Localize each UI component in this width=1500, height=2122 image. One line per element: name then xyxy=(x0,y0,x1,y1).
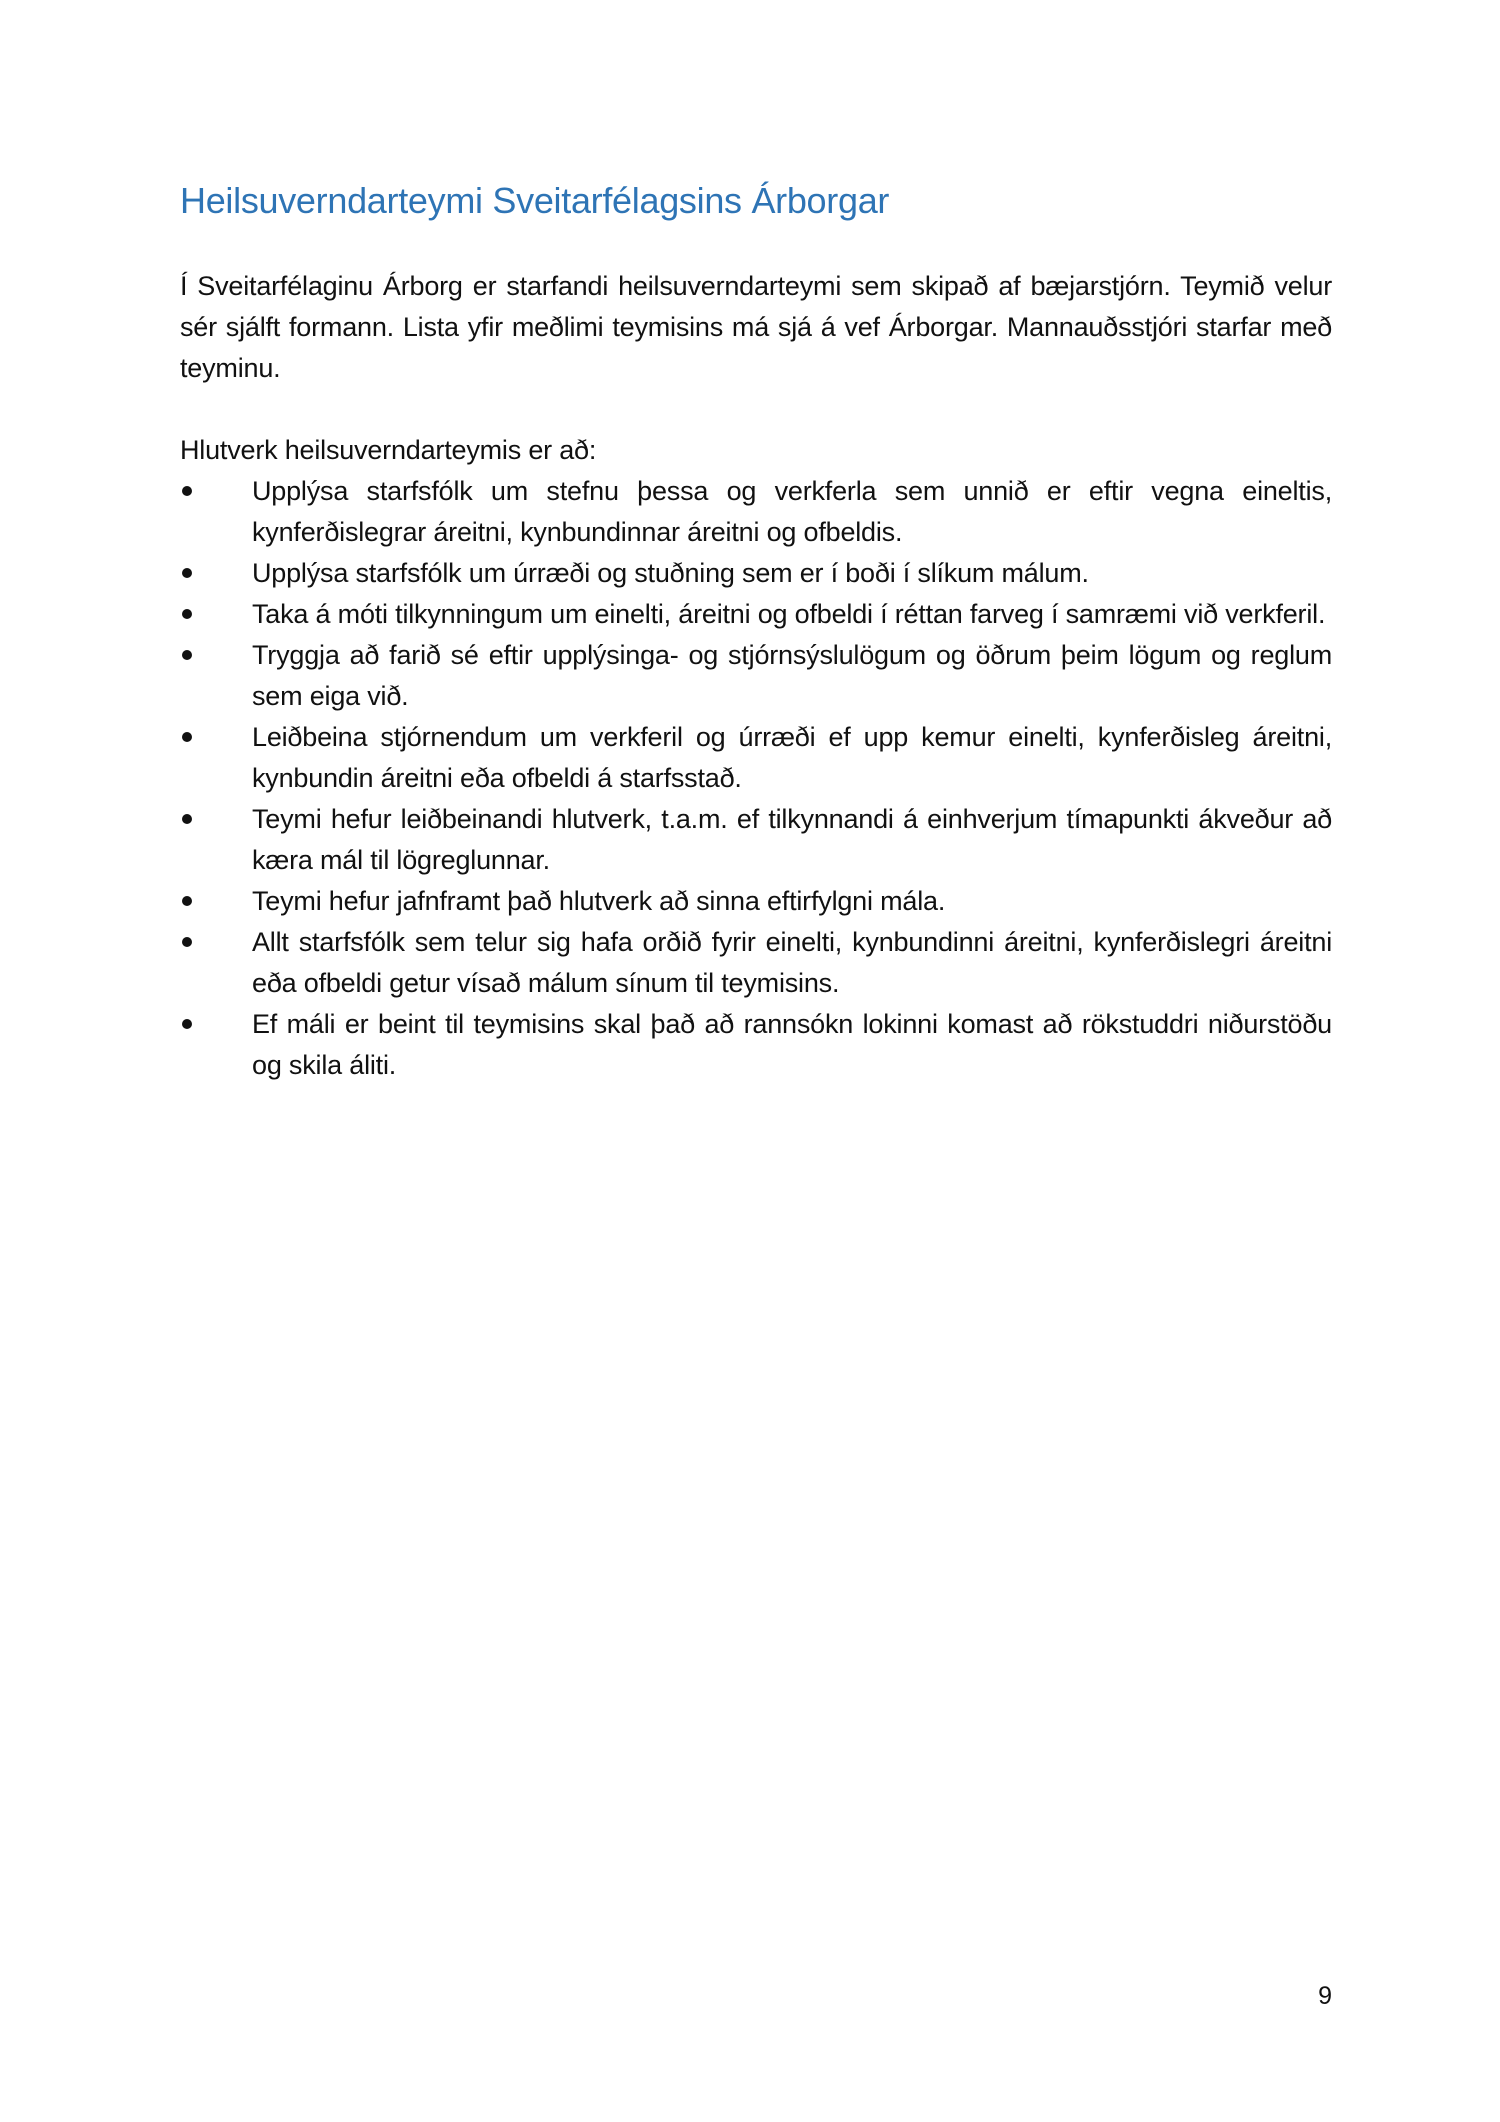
list-item-text: Ef máli er beint til teymisins skal það að rannsókn lokinni komast að rökstuddri niðurstöðu og skila áliti. xyxy=(252,1009,1332,1080)
list-item xyxy=(180,594,1332,635)
section-heading: Heilsuverndarteymi Sveitarfélagsins Árborgar xyxy=(180,180,890,221)
intro-paragraph: Í Sveitarfélaginu Árborg er starfandi heilsuverndarteymi sem skipað af bæjarstjórn. Teymið velur sér sjálft formann. Lista yfir meðlimi teymisins má sjá á vef Árborgar. Mannauðsstjóri starfar með teyminu. xyxy=(180,271,1332,383)
list-item xyxy=(180,1004,1332,1086)
list-item-text: Leiðbeina stjórnendum um verkferil og úrræði ef upp kemur einelti, kynferðisleg áreitni, kynbundin áreitni eða ofbeldi á starfsstað. xyxy=(252,722,1332,793)
duties-list xyxy=(180,471,1332,1086)
bullet-icon xyxy=(182,609,192,619)
list-item-text: Upplýsa starfsfólk um úrræði og stuðning sem er í boði í slíkum málum. xyxy=(252,558,1089,588)
bullet-icon xyxy=(182,650,192,660)
bullet-icon xyxy=(182,568,192,578)
bullet-icon xyxy=(182,937,192,947)
bullet-icon xyxy=(182,1019,192,1029)
list-item-text: Teymi hefur jafnframt það hlutverk að sinna eftirfylgni mála. xyxy=(252,886,946,916)
list-item xyxy=(180,553,1332,594)
page-number: 9 xyxy=(1318,1982,1332,2010)
bullet-icon xyxy=(182,732,192,742)
list-item-text: Taka á móti tilkynningum um einelti, áreitni og ofbeldi í réttan farveg í samræmi við verkferil. xyxy=(252,599,1326,629)
list-item xyxy=(180,635,1332,717)
list-item-text: Allt starfsfólk sem telur sig hafa orðið fyrir einelti, kynbundinni áreitni, kynferðislegri áreitni eða ofbeldi getur vísað málum sínum til teymisins. xyxy=(252,927,1332,998)
page-content xyxy=(180,180,1332,1086)
bullet-icon xyxy=(182,814,192,824)
list-item xyxy=(180,922,1332,1004)
list-intro: Hlutverk heilsuverndarteymis er að: xyxy=(180,435,597,465)
list-item xyxy=(180,799,1332,881)
list-item-text: Upplýsa starfsfólk um stefnu þessa og verkferla sem unnið er eftir vegna eineltis, kynferðislegrar áreitni, kynbundinnar áreitni og ofbeldis. xyxy=(252,476,1332,547)
list-item xyxy=(180,717,1332,799)
list-item-text: Tryggja að farið sé eftir upplýsinga- og stjórnsýslulögum og öðrum þeim lögum og reglum sem eiga við. xyxy=(252,640,1332,711)
bullet-icon xyxy=(182,486,192,496)
list-item-text: Teymi hefur leiðbeinandi hlutverk, t.a.m. ef tilkynnandi á einhverjum tímapunkti ákveður að kæra mál til lögreglunnar. xyxy=(252,804,1332,875)
list-item xyxy=(180,881,1332,922)
list-item xyxy=(180,471,1332,553)
bullet-icon xyxy=(182,896,192,906)
